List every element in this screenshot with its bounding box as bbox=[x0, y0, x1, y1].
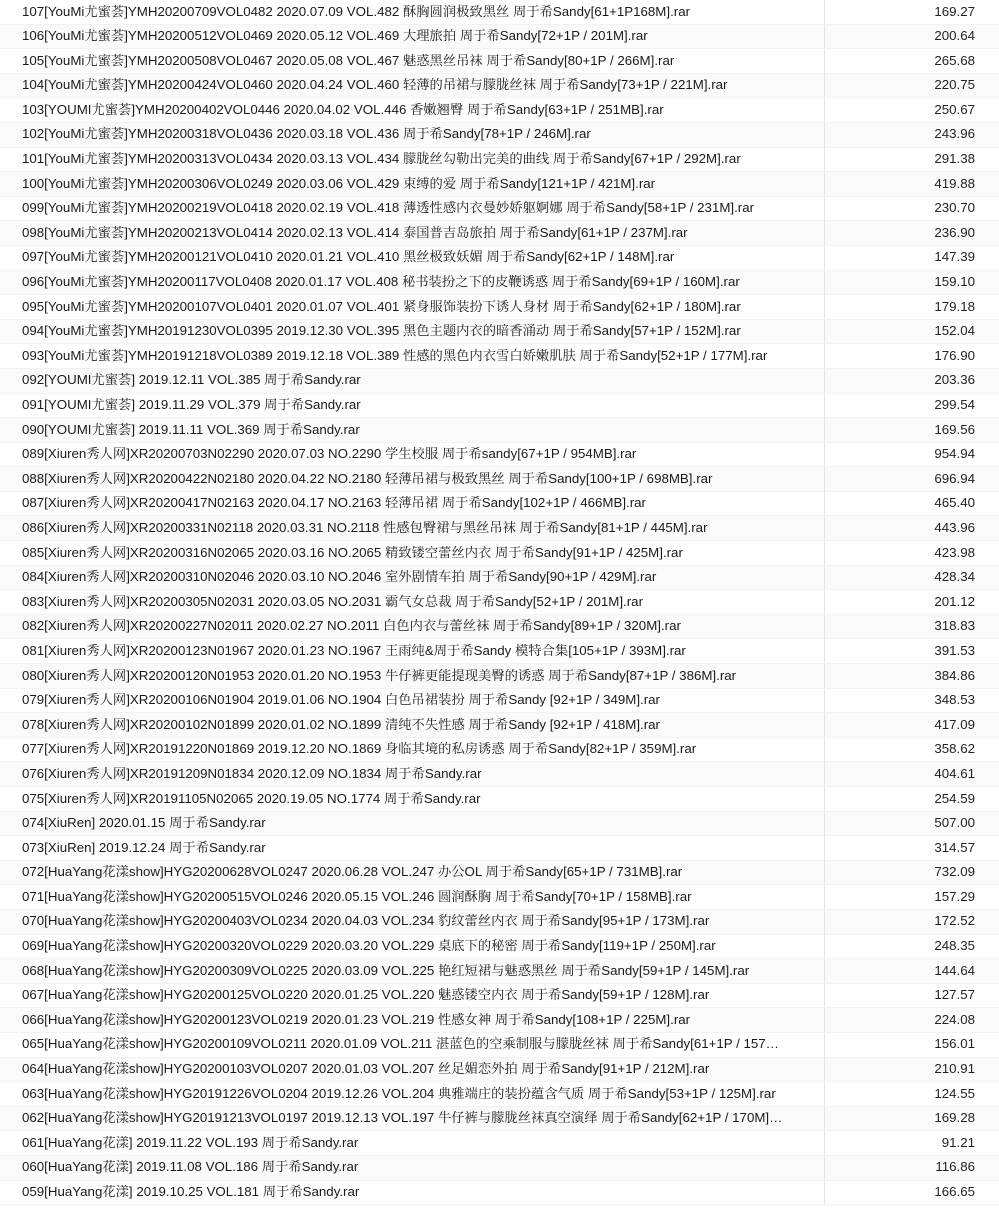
file-name-cell: 084[Xiuren秀人网]XR20200310N02046 2020.03.10 NO.2046 室外剧情车拍 周于希Sandy[90+1P / 429M].rar bbox=[22, 569, 657, 585]
file-name-cell: 078[Xiuren秀人网]XR20200102N01899 2020.01.02 NO.1899 清纯不失性感 周于希Sandy [92+1P / 418M].rar bbox=[22, 716, 660, 732]
file-size-cell: 465.40 bbox=[934, 495, 975, 511]
file-size-cell: 124.55 bbox=[934, 1085, 975, 1101]
file-size-cell: 954.94 bbox=[934, 446, 975, 462]
file-row[interactable] bbox=[0, 1156, 999, 1181]
file-row[interactable] bbox=[0, 271, 999, 296]
file-name-cell: 081[Xiuren秀人网]XR20200123N01967 2020.01.23 NO.1967 王雨纯&周于希Sandy 模特合集[105+1P / 393M].rar bbox=[22, 642, 686, 658]
file-name-cell: 093[YouMi尤蜜荟]YMH20191218VOL0389 2019.12.18 VOL.389 性感的黑色内衣雪白娇嫩肌肤 周于希Sandy[52+1P / 177M].rar bbox=[22, 347, 768, 363]
file-name-cell: 071[HuaYang花漾show]HYG20200515VOL0246 2020.05.15 VOL.246 圆润酥胸 周于希Sandy[70+1P / 158MB].rar bbox=[22, 888, 692, 904]
file-row[interactable] bbox=[0, 172, 999, 197]
file-name-cell: 075[Xiuren秀人网]XR20191105N02065 2020.19.05 NO.1774 周于希Sandy.rar bbox=[22, 790, 481, 806]
file-name-cell: 100[YouMi尤蜜荟]YMH20200306VOL0249 2020.03.06 VOL.429 束缚的爱 周于希Sandy[121+1P / 421M].rar bbox=[22, 175, 656, 191]
file-row[interactable] bbox=[0, 0, 999, 25]
file-row[interactable] bbox=[0, 787, 999, 812]
file-name-cell: 073[XiuRen] 2019.12.24 周于希Sandy.rar bbox=[22, 839, 266, 855]
file-size-cell: 169.27 bbox=[934, 3, 975, 19]
file-size-cell: 428.34 bbox=[934, 569, 975, 585]
file-row[interactable] bbox=[0, 836, 999, 861]
file-row[interactable] bbox=[0, 123, 999, 148]
file-size-cell: 236.90 bbox=[934, 224, 975, 240]
file-size-cell: 443.96 bbox=[934, 519, 975, 535]
file-size-cell: 159.10 bbox=[934, 274, 975, 290]
file-row[interactable] bbox=[0, 418, 999, 443]
file-name-cell: 076[Xiuren秀人网]XR20191209N01834 2020.12.09 NO.1834 周于希Sandy.rar bbox=[22, 765, 482, 781]
file-name-cell: 064[HuaYang花漾show]HYG20200103VOL0207 2020.01.03 VOL.207 丝足媚恋外拍 周于希Sandy[91+1P / 212M].rar bbox=[22, 1061, 710, 1077]
file-size-cell: 224.08 bbox=[934, 1011, 975, 1027]
file-size-cell: 419.88 bbox=[934, 175, 975, 191]
file-row[interactable] bbox=[0, 492, 999, 517]
file-row[interactable] bbox=[0, 221, 999, 246]
file-name-cell: 106[YouMi尤蜜荟]YMH20200512VOL0469 2020.05.12 VOL.469 大理旅拍 周于希Sandy[72+1P / 201M].rar bbox=[22, 28, 648, 44]
file-size-cell: 732.09 bbox=[934, 864, 975, 880]
file-name-cell: 065[HuaYang花漾show]HYG20200109VOL0211 2020.01.09 VOL.211 湛蓝色的空乘制服与朦胧丝袜 周于希Sandy[61+1P / 157… bbox=[22, 1036, 779, 1052]
file-size-cell: 314.57 bbox=[934, 839, 975, 855]
file-size-cell: 423.98 bbox=[934, 544, 975, 560]
file-size-cell: 220.75 bbox=[934, 77, 975, 93]
file-row[interactable] bbox=[0, 295, 999, 320]
file-name-cell: 098[YouMi尤蜜荟]YMH20200213VOL0414 2020.02.13 VOL.414 泰国普吉岛旅拍 周于希Sandy[61+1P / 237M].rar bbox=[22, 224, 688, 240]
file-row[interactable] bbox=[0, 615, 999, 640]
file-row[interactable] bbox=[0, 664, 999, 689]
file-size-cell: 166.65 bbox=[934, 1184, 975, 1199]
file-name-cell: 083[Xiuren秀人网]XR20200305N02031 2020.03.05 NO.2031 霸气女总裁 周于希Sandy[52+1P / 201M].rar bbox=[22, 593, 643, 609]
file-name-cell: 101[YouMi尤蜜荟]YMH20200313VOL0434 2020.03.13 VOL.434 朦胧丝勾勒出完美的曲线 周于希Sandy[67+1P / 292M].rar bbox=[22, 151, 741, 167]
file-name-cell: 074[XiuRen] 2020.01.15 周于希Sandy.rar bbox=[22, 815, 266, 831]
file-row[interactable] bbox=[0, 1058, 999, 1083]
file-size-cell: 203.36 bbox=[934, 372, 975, 388]
file-size-cell: 157.29 bbox=[934, 888, 975, 904]
file-row[interactable] bbox=[0, 1131, 999, 1156]
file-size-cell: 116.86 bbox=[935, 1159, 975, 1175]
file-row[interactable] bbox=[0, 148, 999, 173]
file-row[interactable] bbox=[0, 713, 999, 738]
file-row[interactable] bbox=[0, 738, 999, 763]
file-row[interactable] bbox=[0, 344, 999, 369]
file-name-cell: 099[YouMi尤蜜荟]YMH20200219VOL0418 2020.02.19 VOL.418 薄透性感内衣曼妙娇躯婀娜 周于希Sandy[58+1P / 231M].rar bbox=[22, 200, 755, 216]
file-row[interactable] bbox=[0, 984, 999, 1009]
file-size-cell: 254.59 bbox=[934, 790, 975, 806]
file-size-cell: 169.28 bbox=[934, 1110, 975, 1126]
file-size-cell: 152.04 bbox=[934, 323, 975, 339]
file-row[interactable] bbox=[0, 1033, 999, 1058]
file-size-cell: 176.90 bbox=[934, 347, 975, 363]
file-name-cell: 088[Xiuren秀人网]XR20200422N02180 2020.04.22 NO.2180 轻薄吊裙与极致黑丝 周于希Sandy[100+1P / 698MB].rar bbox=[22, 470, 713, 486]
file-size-cell: 156.01 bbox=[934, 1036, 975, 1052]
file-size-cell: 384.86 bbox=[934, 667, 975, 683]
file-name-cell: 089[Xiuren秀人网]XR20200703N02290 2020.07.03 NO.2290 学生校服 周于希sandy[67+1P / 954MB].rar bbox=[22, 446, 637, 462]
file-row[interactable] bbox=[0, 812, 999, 837]
file-name-cell: 087[Xiuren秀人网]XR20200417N02163 2020.04.17 NO.2163 轻薄吊裙 周于希Sandy[102+1P / 466MB].rar bbox=[22, 495, 646, 511]
file-row[interactable] bbox=[0, 1181, 999, 1206]
file-size-cell: 230.70 bbox=[934, 200, 975, 216]
file-name-cell: 059[HuaYang花漾] 2019.10.25 VOL.181 周于希Sandy.rar bbox=[22, 1184, 360, 1199]
file-size-cell: 210.91 bbox=[934, 1061, 975, 1077]
file-size-cell: 169.56 bbox=[934, 421, 975, 437]
file-row[interactable] bbox=[0, 49, 999, 74]
file-name-cell: 082[Xiuren秀人网]XR20200227N02011 2020.02.27 NO.2011 白色内衣与蕾丝袜 周于希Sandy[89+1P / 320M].rar bbox=[22, 618, 681, 634]
file-name-cell: 080[Xiuren秀人网]XR20200120N01953 2020.01.20 NO.1953 牛仔裤更能提现美臀的诱惑 周于希Sandy[87+1P / 386M].rar bbox=[22, 667, 737, 683]
file-row[interactable] bbox=[0, 74, 999, 99]
file-size-cell: 696.94 bbox=[934, 470, 975, 486]
file-size-cell: 299.54 bbox=[934, 397, 975, 412]
file-size-cell: 507.00 bbox=[934, 815, 975, 831]
file-name-cell: 079[Xiuren秀人网]XR20200106N01904 2019.01.06 NO.1904 白色吊裙装扮 周于希Sandy [92+1P / 349M].rar bbox=[22, 692, 660, 708]
file-row[interactable] bbox=[0, 885, 999, 910]
file-size-cell: 265.68 bbox=[934, 52, 975, 68]
file-row[interactable] bbox=[0, 861, 999, 886]
file-row[interactable] bbox=[0, 98, 999, 123]
file-size-cell: 391.53 bbox=[934, 642, 975, 658]
file-name-cell: 070[HuaYang花漾show]HYG20200403VOL0234 2020.04.03 VOL.234 豹纹蕾丝内衣 周于希Sandy[95+1P / 173M].rar bbox=[22, 913, 710, 929]
file-row[interactable] bbox=[0, 197, 999, 222]
file-row[interactable] bbox=[0, 541, 999, 566]
file-row[interactable] bbox=[0, 590, 999, 615]
file-row[interactable] bbox=[0, 394, 999, 419]
file-row[interactable] bbox=[0, 1008, 999, 1033]
file-row[interactable] bbox=[0, 369, 999, 394]
file-size-cell: 417.09 bbox=[934, 716, 975, 732]
file-name-cell: 067[HuaYang花漾show]HYG20200125VOL0220 2020.01.25 VOL.220 魅惑镂空内衣 周于希Sandy[59+1P / 128M].rar bbox=[22, 987, 710, 1003]
file-size-cell: 91.21 bbox=[941, 1134, 975, 1150]
file-name-cell: 103[YOUMI尤蜜荟]YMH20200402VOL0446 2020.04.02 VOL.446 香嫩翘臀 周于希Sandy[63+1P / 251MB].rar bbox=[22, 101, 664, 117]
file-row[interactable] bbox=[0, 762, 999, 787]
file-name-cell: 105[YouMi尤蜜荟]YMH20200508VOL0467 2020.05.08 VOL.467 魅惑黑丝吊袜 周于希Sandy[80+1P / 266M].rar bbox=[22, 52, 675, 68]
file-name-cell: 094[YouMi尤蜜荟]YMH20191230VOL0395 2019.12.30 VOL.395 黑色主题内衣的暗香涌动 周于希Sandy[57+1P / 152M].rar bbox=[22, 323, 741, 339]
file-name-cell: 086[Xiuren秀人网]XR20200331N02118 2020.03.31 NO.2118 性感包臀裙与黑丝吊袜 周于希Sandy[81+1P / 445M].rar bbox=[22, 519, 708, 535]
file-name-cell: 061[HuaYang花漾] 2019.11.22 VOL.193 周于希Sandy.rar bbox=[22, 1134, 359, 1150]
file-name-cell: 104[YouMi尤蜜荟]YMH20200424VOL0460 2020.04.24 VOL.460 轻薄的吊裙与朦胧丝袜 周于希Sandy[73+1P / 221M].rar bbox=[22, 77, 728, 93]
file-row[interactable] bbox=[0, 935, 999, 960]
file-name-cell: 096[YouMi尤蜜荟]YMH20200117VOL0408 2020.01.17 VOL.408 秘书装扮之下的皮鞭诱惑 周于希Sandy[69+1P / 160M].rar bbox=[22, 274, 740, 290]
file-name-cell: 102[YouMi尤蜜荟]YMH20200318VOL0436 2020.03.18 VOL.436 周于希Sandy[78+1P / 246M].rar bbox=[22, 126, 591, 142]
file-size-cell: 318.83 bbox=[934, 618, 975, 634]
file-row[interactable] bbox=[0, 1082, 999, 1107]
file-size-cell: 172.52 bbox=[934, 913, 975, 929]
file-name-cell: 091[YOUMI尤蜜荟] 2019.11.29 VOL.379 周于希Sandy.rar bbox=[22, 397, 361, 412]
file-size-cell: 358.62 bbox=[934, 741, 975, 757]
file-row[interactable] bbox=[0, 1107, 999, 1132]
file-name-cell: 060[HuaYang花漾] 2019.11.08 VOL.186 周于希Sandy.rar bbox=[22, 1159, 359, 1175]
file-row[interactable] bbox=[0, 467, 999, 492]
file-name-cell: 107[YouMi尤蜜荟]YMH20200709VOL0482 2020.07.09 VOL.482 酥胸圆润极致黑丝 周于希Sandy[61+1P168M].rar bbox=[22, 3, 691, 19]
file-row[interactable] bbox=[0, 246, 999, 271]
file-name-cell: 097[YouMi尤蜜荟]YMH20200121VOL0410 2020.01.21 VOL.410 黑丝极致妖媚 周于希Sandy[62+1P / 148M].rar bbox=[22, 249, 675, 265]
file-name-cell: 085[Xiuren秀人网]XR20200316N02065 2020.03.16 NO.2065 精致镂空蕾丝内衣 周于希Sandy[91+1P / 425M].rar bbox=[22, 544, 683, 560]
file-row[interactable] bbox=[0, 639, 999, 664]
file-row[interactable] bbox=[0, 443, 999, 468]
file-name-cell: 077[Xiuren秀人网]XR20191220N01869 2019.12.20 NO.1869 身临其境的私房诱惑 周于希Sandy[82+1P / 359M].rar bbox=[22, 741, 697, 757]
file-size-cell: 200.64 bbox=[934, 28, 975, 44]
file-size-cell: 243.96 bbox=[934, 126, 975, 142]
file-row[interactable] bbox=[0, 566, 999, 591]
file-name-cell: 069[HuaYang花漾show]HYG20200320VOL0229 2020.03.20 VOL.229 桌底下的秘密 周于希Sandy[119+1P / 250M].rar bbox=[22, 938, 716, 954]
file-row[interactable] bbox=[0, 25, 999, 50]
file-size-cell: 144.64 bbox=[934, 962, 975, 978]
file-size-cell: 250.67 bbox=[934, 101, 975, 117]
file-size-cell: 291.38 bbox=[934, 151, 975, 167]
file-name-cell: 072[HuaYang花漾show]HYG20200628VOL0247 2020.06.28 VOL.247 办公OL 周于希Sandy[65+1P / 731MB].rar bbox=[22, 864, 683, 880]
file-size-cell: 179.18 bbox=[934, 298, 975, 314]
file-size-cell: 147.39 bbox=[934, 249, 975, 265]
file-row[interactable] bbox=[0, 689, 999, 714]
file-name-cell: 092[YOUMI尤蜜荟] 2019.12.11 VOL.385 周于希Sandy.rar bbox=[22, 372, 361, 388]
file-size-cell: 201.12 bbox=[934, 593, 975, 609]
file-row[interactable] bbox=[0, 320, 999, 345]
file-name-cell: 066[HuaYang花漾show]HYG20200123VOL0219 2020.01.23 VOL.219 性感女神 周于希Sandy[108+1P / 225M].rar bbox=[22, 1011, 691, 1027]
file-name-cell: 068[HuaYang花漾show]HYG20200309VOL0225 2020.03.09 VOL.225 艳红短裙与魅惑黑丝 周于希Sandy[59+1P / 145M].rar bbox=[22, 962, 750, 978]
file-row[interactable] bbox=[0, 910, 999, 935]
file-size-cell: 404.61 bbox=[934, 765, 975, 781]
file-size-cell: 348.53 bbox=[934, 692, 975, 708]
file-name-cell: 090[YOUMI尤蜜荟] 2019.11.11 VOL.369 周于希Sandy.rar bbox=[22, 421, 360, 437]
file-name-cell: 062[HuaYang花漾show]HYG20191213VOL0197 2019.12.13 VOL.197 牛仔裤与朦胧丝袜真空演绎 周于希Sandy[62+1P / 170M]… bbox=[22, 1110, 783, 1126]
file-size-cell: 127.57 bbox=[934, 987, 975, 1003]
file-row[interactable] bbox=[0, 516, 999, 541]
file-row[interactable] bbox=[0, 959, 999, 984]
file-name-cell: 095[YouMi尤蜜荟]YMH20200107VOL0401 2020.01.07 VOL.401 紧身服饰装扮下诱人身材 周于希Sandy[62+1P / 180M].rar bbox=[22, 298, 741, 314]
file-name-cell: 063[HuaYang花漾show]HYG20191226VOL0204 2019.12.26 VOL.204 典雅端庄的装扮蕴含气质 周于希Sandy[53+1P / 125M].rar bbox=[22, 1085, 776, 1101]
file-size-cell: 248.35 bbox=[934, 938, 975, 954]
